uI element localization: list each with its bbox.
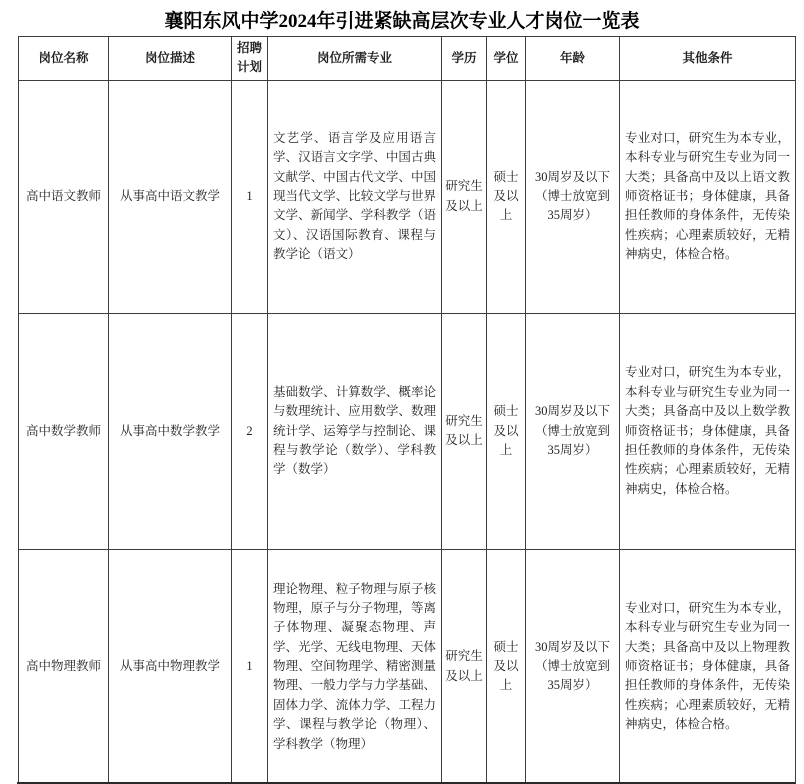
cell-required-majors: 基础数学、计算数学、概率论与数理统计、应用数学、数理统计学、运筹学与控制论、课程与教学论（数学）、学科教学（数学） <box>268 313 442 549</box>
table-row-math-teacher <box>19 313 796 549</box>
cell-age: 30周岁及以下（博士放宽到35周岁） <box>526 80 620 313</box>
table-header-row <box>19 37 796 81</box>
cell-education: 研究生及以上 <box>442 313 487 549</box>
table-row-physics-teacher <box>19 549 796 784</box>
cell-position-name: 高中语文教师 <box>19 80 109 313</box>
cell-education: 研究生及以上 <box>442 549 487 784</box>
col-header-recruit-plan: 招聘计划 <box>232 37 268 81</box>
cell-required-majors: 理论物理、粒子物理与原子核物理，原子与分子物理，等离子体物理、凝聚态物理、声学、光学、无线电物理、天体物理、空间物理学、精密测量物理、一般力学与力学基础、固体力学、流体力学、工程力学、课程与教学论（物理）、学科教学（物理） <box>268 549 442 784</box>
positions-table <box>18 36 796 784</box>
col-header-other-conditions: 其他条件 <box>620 37 796 81</box>
col-header-required-majors: 岗位所需专业 <box>268 37 442 81</box>
cell-age: 30周岁及以下（博士放宽到35周岁） <box>526 313 620 549</box>
cell-required-majors: 文艺学、语言学及应用语言学、汉语言文字学、中国古典文献学、中国古代文学、中国现当代文学、比较文学与世界文学、新闻学、学科教学（语文）、汉语国际教育、课程与教学论（语文） <box>268 80 442 313</box>
cell-age: 30周岁及以下（博士放宽到35周岁） <box>526 549 620 784</box>
cell-position-description: 从事高中数学教学 <box>109 313 232 549</box>
cell-degree: 硕士及以上 <box>487 313 526 549</box>
cell-recruit-plan: 1 <box>232 549 268 784</box>
cell-recruit-plan: 2 <box>232 313 268 549</box>
cell-position-name: 高中数学教师 <box>19 313 109 549</box>
cell-other-conditions: 专业对口，研究生为本专业，本科专业与研究生专业为同一大类；具备高中及以上数学教师资格证书；身体健康，具备担任教师的身体条件，无传染性疾病；心理素质较好，无精神病史，体检合格。 <box>620 313 796 549</box>
cell-recruit-plan: 1 <box>232 80 268 313</box>
col-header-position-description: 岗位描述 <box>109 37 232 81</box>
cell-position-description: 从事高中语文教学 <box>109 80 232 313</box>
cell-degree: 硕士及以上 <box>487 549 526 784</box>
cell-position-name: 高中物理教师 <box>19 549 109 784</box>
cell-other-conditions: 专业对口，研究生为本专业，本科专业与研究生专业为同一大类；具备高中及以上物理教师资格证书；身体健康，具备担任教师的身体条件，无传染性疾病；心理素质较好，无精神病史，体检合格。 <box>620 549 796 784</box>
page-title: 襄阳东风中学2024年引进紧缺高层次专业人才岗位一览表 <box>164 11 640 32</box>
col-header-education: 学历 <box>442 37 487 81</box>
col-header-degree: 学位 <box>487 37 526 81</box>
col-header-age: 年龄 <box>526 37 620 81</box>
cell-other-conditions: 专业对口，研究生为本专业，本科专业与研究生专业为同一大类；具备高中及以上语文教师资格证书；身体健康，具备担任教师的身体条件，无传染性疾病；心理素质较好，无精神病史，体检合格。 <box>620 80 796 313</box>
cell-position-description: 从事高中物理教学 <box>109 549 232 784</box>
cell-education: 研究生及以上 <box>442 80 487 313</box>
cell-degree: 硕士及以上 <box>487 80 526 313</box>
col-header-position-name: 岗位名称 <box>19 37 109 81</box>
table-row-chinese-teacher <box>19 80 796 313</box>
